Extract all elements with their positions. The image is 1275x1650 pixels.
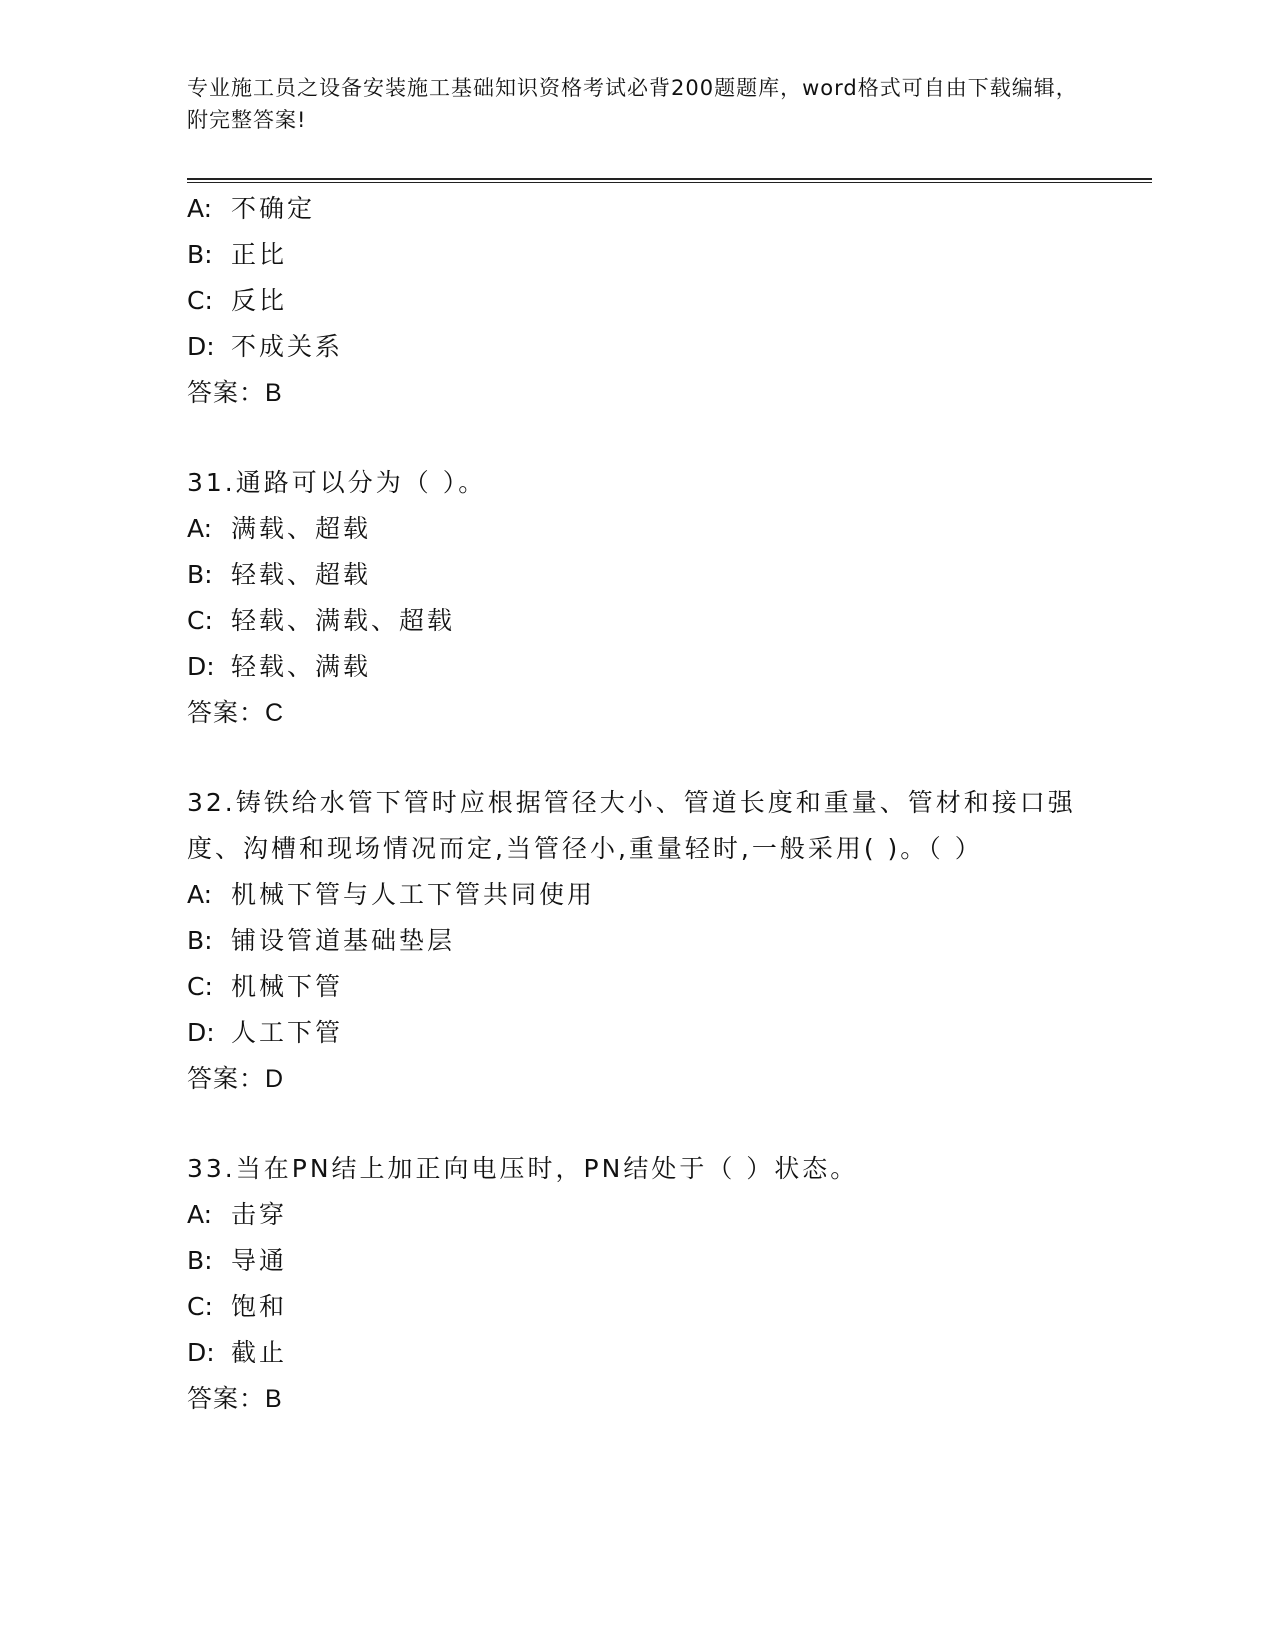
answer-line: 答案：D [187, 1065, 285, 1093]
question-block [187, 780, 1077, 1102]
option-text: 正比 [231, 240, 288, 269]
option-c [187, 1284, 1077, 1330]
answer-line: 答案：B [187, 379, 283, 407]
answer-line: 答案：C [187, 699, 285, 727]
header-divider [187, 178, 1152, 183]
question-block [187, 1146, 1077, 1422]
option-text: 不成关系 [231, 332, 344, 361]
option-text: 导通 [231, 1246, 288, 1275]
option-letter: B: [187, 560, 213, 589]
option-letter: C: [187, 1292, 213, 1321]
question-list [187, 186, 1077, 1422]
option-letter: A: [187, 514, 213, 543]
option-letter: D: [187, 1338, 215, 1367]
option-text: 反比 [231, 286, 288, 315]
option-letter: B: [187, 1246, 213, 1275]
option-c [187, 278, 1077, 324]
option-d [187, 324, 1077, 370]
option-letter: A: [187, 1200, 213, 1229]
question-block [187, 460, 1077, 736]
option-letter: B: [187, 240, 213, 269]
question-stem: 32.铸铁给水管下管时应根据管径大小、管道长度和重量、管材和接口强度、沟槽和现场情况而定,当管径小,重量轻时,一般采用( )。（ ） [187, 788, 1076, 863]
option-text: 饱和 [231, 1292, 288, 1321]
option-b [187, 918, 1077, 964]
option-a [187, 1192, 1077, 1238]
option-text: 铺设管道基础垫层 [231, 926, 456, 955]
option-c [187, 964, 1077, 1010]
question-block [187, 186, 1077, 416]
option-text: 轻载、满载、超载 [231, 606, 456, 635]
spacer [187, 736, 1077, 780]
option-letter: D: [187, 332, 215, 361]
option-d [187, 1010, 1077, 1056]
option-text: 不确定 [231, 194, 316, 223]
option-text: 满载、超载 [231, 514, 372, 543]
option-d [187, 644, 1077, 690]
option-text: 击穿 [231, 1200, 288, 1229]
option-letter: B: [187, 926, 213, 955]
option-b [187, 232, 1077, 278]
option-text: 轻载、满载 [231, 652, 372, 681]
option-letter: C: [187, 286, 213, 315]
answer-line: 答案：B [187, 1385, 283, 1413]
document-header: 专业施工员之设备安装施工基础知识资格考试必背200题题库，word格式可自由下载编辑，附完整答案! [187, 76, 1078, 132]
option-a [187, 506, 1077, 552]
option-text: 机械下管与人工下管共同使用 [231, 880, 596, 909]
question-stem: 33.当在PN结上加正向电压时，PN结处于（ ）状态。 [187, 1154, 859, 1183]
option-letter: D: [187, 1018, 215, 1047]
option-letter: C: [187, 606, 213, 635]
spacer [187, 1102, 1077, 1146]
option-c [187, 598, 1077, 644]
option-a [187, 186, 1077, 232]
option-letter: A: [187, 880, 213, 909]
option-text: 截止 [231, 1338, 288, 1367]
spacer [187, 416, 1077, 460]
option-text: 轻载、超载 [231, 560, 372, 589]
option-letter: D: [187, 652, 215, 681]
option-d [187, 1330, 1077, 1376]
option-a [187, 872, 1077, 918]
option-b [187, 1238, 1077, 1284]
option-letter: C: [187, 972, 213, 1001]
question-stem: 31.通路可以分为（ ）。 [187, 468, 487, 497]
option-text: 机械下管 [231, 972, 344, 1001]
option-letter: A: [187, 194, 213, 223]
option-text: 人工下管 [231, 1018, 344, 1047]
option-b [187, 552, 1077, 598]
